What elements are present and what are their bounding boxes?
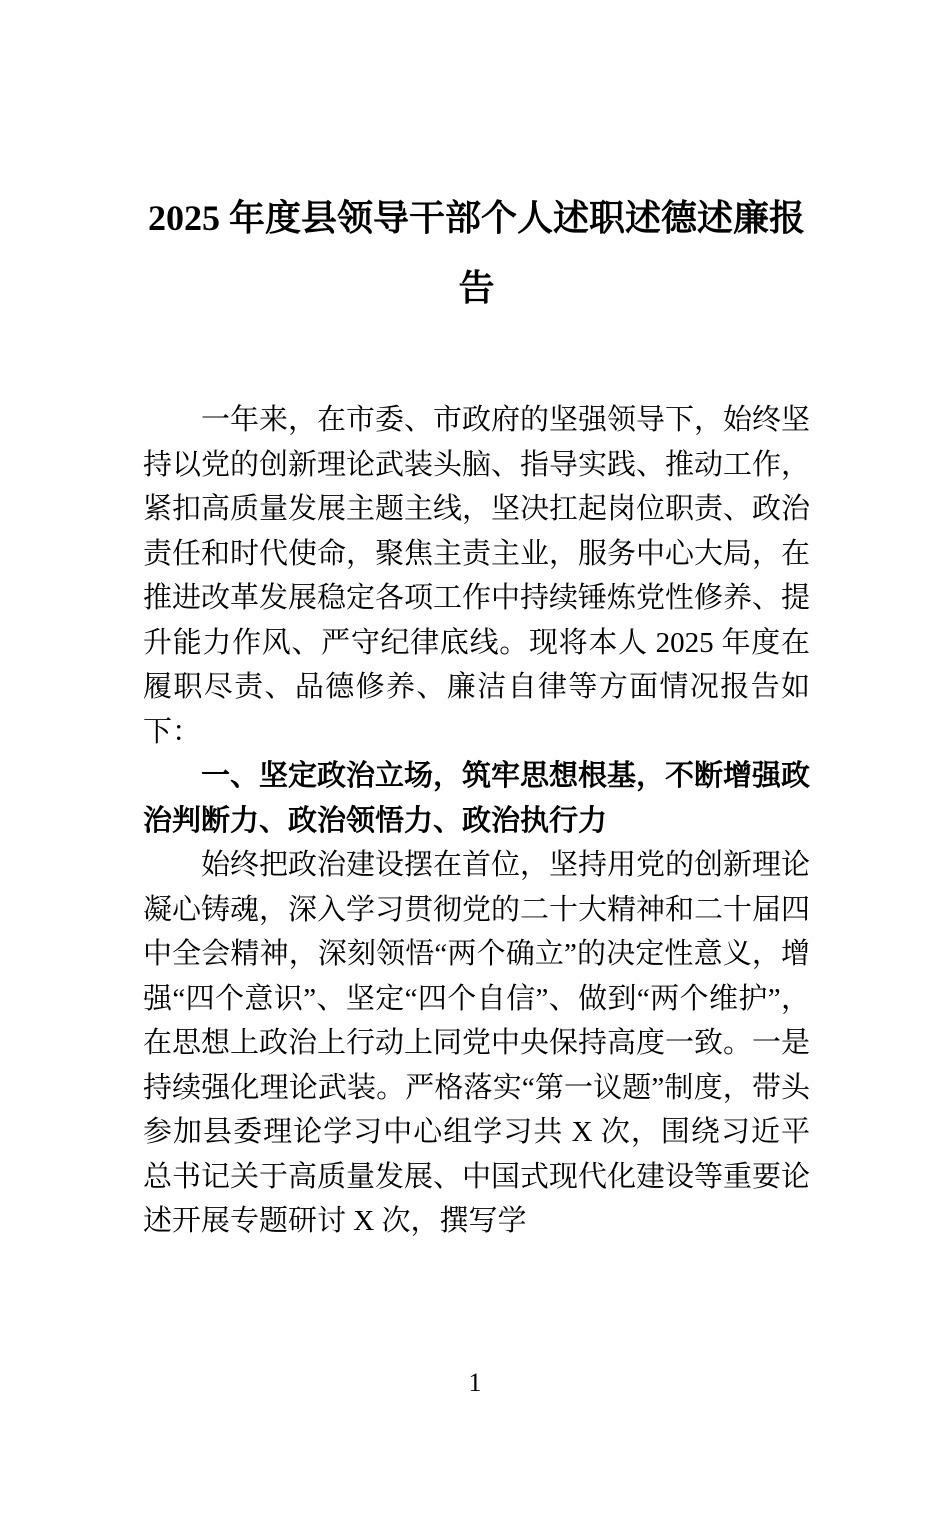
- document-page: [0, 183, 950, 1527]
- page-number: 1: [468, 1368, 482, 1397]
- paragraph-section-1: 始终把政治建设摆在首位，坚持用党的创新理论凝心铸魂，深入学习贯彻党的二十大精神和二十届四中全会精神，深刻领悟“两个确立”的决定性意义，增强“四个意识”、坚定“四个自信”、做到“两个维护”，在思想上政治上行动上同党中央保持高度一致。一是持续强化理论武装。严格落实“第一议题”制度，带头参加县委理论学习中心组学习共 X 次，围绕习近平总书记关于高质量发展、中国式现代化建设等重要论述开展专题研讨 X 次，撰写学: [143, 849, 811, 1237]
- document-title: 2025 年度县领导干部个人述职述德述廉报告: [147, 198, 805, 308]
- section-heading-1: 一、坚定政治立场，筑牢思想根基，不断增强政治判断力、政治领悟力、政治执行力: [143, 760, 811, 837]
- document-body: [143, 398, 810, 1244]
- paragraph-intro: 一年来，在市委、市政府的坚强领导下，始终坚持以党的创新理论武装头脑、指导实践、推动工作，紧扣高质量发展主题主线，坚决扛起岗位职责、政治责任和时代使命，聚焦主责主业，服务中心大局，在推进改革发展稳定各项工作中持续锤炼党性修养、提升能力作风、严守纪律底线。现将本人 2025 年度在履职尽责、品德修养、廉洁自律等方面情况报告如下：: [143, 404, 811, 748]
